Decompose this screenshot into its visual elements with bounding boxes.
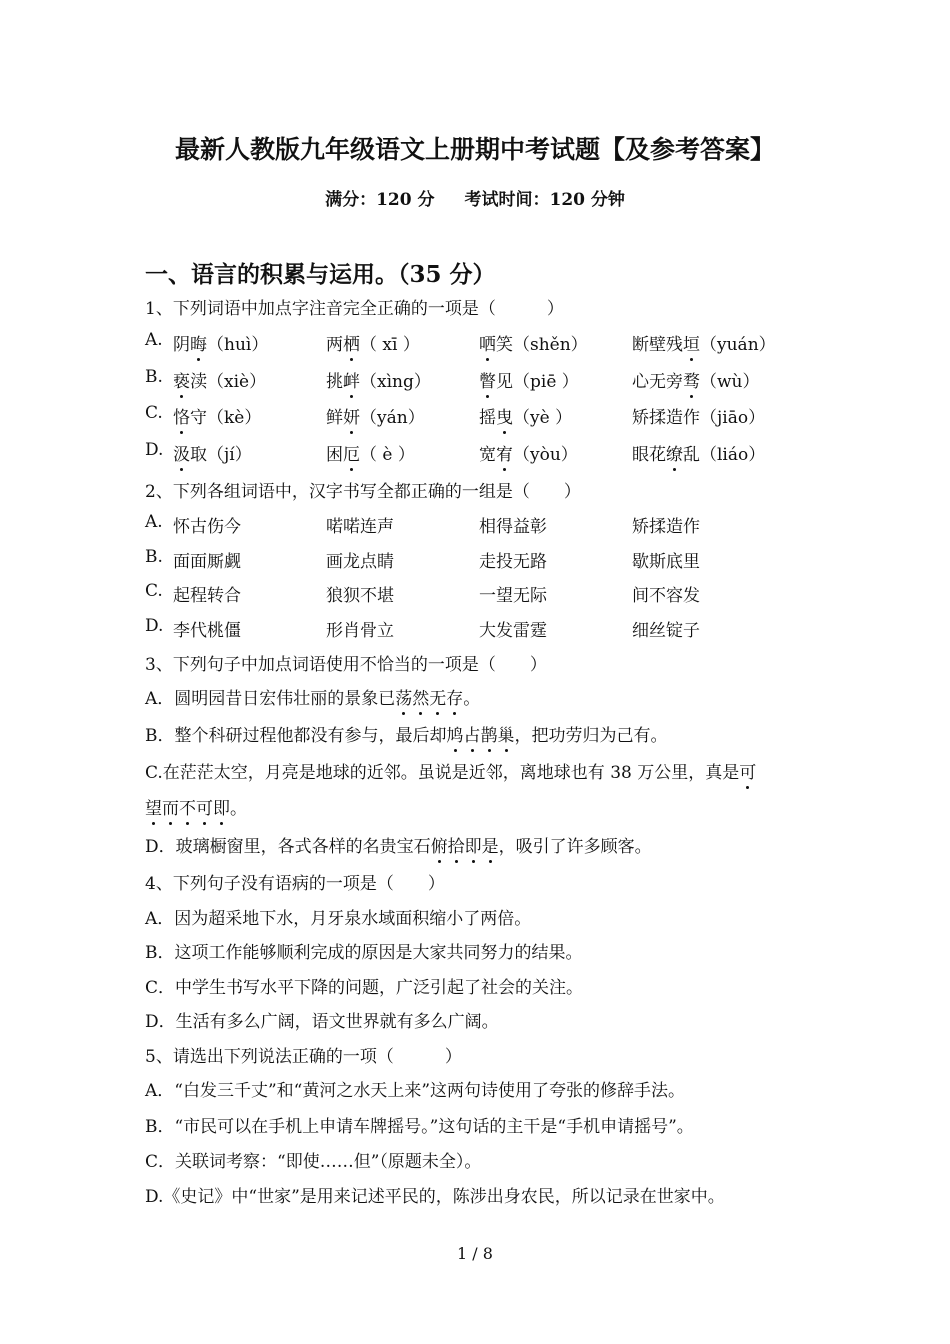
question-2-option-item: 细丝锭子 — [632, 621, 700, 641]
question-2-option-item: 喏喏连声 — [326, 517, 394, 537]
question-1-option-item: 心无旁骛（wù） — [632, 367, 760, 392]
question-4-stem: 4、下列句子没有语病的一项是（ ） — [145, 874, 445, 894]
question-2-option-item: 大发雷霆 — [479, 621, 547, 641]
section-heading: 一、语言的积累与运用。（35 分） — [145, 261, 496, 288]
question-1-option-label: A. — [145, 330, 163, 350]
question-2-option-item: 间不容发 — [632, 586, 700, 606]
question-2-option-item: 歇斯底里 — [632, 552, 700, 572]
question-3-stem: 3、下列句子中加点词语使用不恰当的一项是（ ） — [145, 655, 547, 675]
question-1-option-label: C. — [145, 403, 163, 423]
question-1-stem: 1、下列词语中加点字注音完全正确的一项是（ ） — [145, 299, 564, 319]
question-1-option-item: 瞥见（piē ） — [479, 367, 579, 392]
question-3-option-d: D．玻璃橱窗里，各式各样的名贵宝石俯拾即是，吸引了许多顾客。 — [145, 832, 652, 857]
question-1-option-item: 矫揉造作（jiāo） — [632, 408, 766, 428]
page-title: 最新人教版九年级语文上册期中考试题【及参考答案】 — [174, 135, 775, 164]
question-4-option-c: C．中学生书写水平下降的问题，广泛引起了社会的关注。 — [145, 978, 584, 998]
question-2-option-item: 李代桃僵 — [173, 621, 241, 641]
question-5-option-c: C．关联词考察：“即使……但”（原题未全）。 — [145, 1152, 482, 1172]
exam-time: 考试时间：120 分钟 — [464, 190, 625, 210]
question-1-option-item: 困厄（ è ） — [326, 440, 415, 465]
question-5-option-b: B．“市民可以在手机上申请车牌摇号。”这句话的主干是“手机申请摇号”。 — [145, 1117, 694, 1137]
page-number: 1 / 8 — [457, 1244, 493, 1263]
question-1-option-item: 哂笑（shěn） — [479, 330, 588, 355]
question-2-option-item: 起程转合 — [173, 586, 241, 606]
question-2-option-item: 狼狈不堪 — [326, 586, 394, 606]
question-2-option-item: 矫揉造作 — [632, 517, 700, 537]
question-1-option-item: 阴晦（huì） — [173, 330, 268, 355]
question-1-option-item: 摇曳（yè ） — [479, 403, 572, 428]
question-4-option-a: A．因为超采地下水，月牙泉水域面积缩小了两倍。 — [145, 909, 532, 929]
question-1-option-item: 宽宥（yòu） — [479, 440, 578, 465]
question-2-option-item: 一望无际 — [479, 586, 547, 606]
question-1-option-item: 断壁残垣（yuán） — [632, 330, 776, 355]
question-5-option-a: A．“白发三千丈”和“黄河之水天上来”这两句诗使用了夸张的修辞手法。 — [145, 1081, 686, 1101]
question-2-option-item: 形肖骨立 — [326, 621, 394, 641]
total-score: 满分：120 分 — [325, 190, 435, 210]
question-1-option-item: 亵渎（xiè） — [173, 367, 266, 392]
question-1-option-label: D. — [145, 440, 164, 460]
exam-info — [0, 185, 950, 210]
question-5-option-d: D.《史记》中“世家”是用来记述平民的，陈涉出身农民，所以记录在世家中。 — [145, 1187, 725, 1207]
question-2-stem: 2、下列各组词语中，汉字书写全都正确的一组是（ ） — [145, 482, 581, 502]
question-2-option-item: 走投无路 — [479, 552, 547, 572]
question-3-option-a: A．圆明园昔日宏伟壮丽的景象已荡然无存。 — [145, 684, 480, 709]
question-1-option-label: B. — [145, 367, 163, 387]
question-1-option-item: 挑衅（xìng） — [326, 367, 431, 392]
question-2-option-label: A. — [145, 512, 163, 532]
question-2-option-item: 画龙点睛 — [326, 552, 394, 572]
question-4-option-b: B．这项工作能够顺利完成的原因是大家共同努力的结果。 — [145, 943, 583, 963]
question-1-option-item: 两栖（ xī ） — [326, 330, 420, 355]
question-5-stem: 5、请选出下列说法正确的一项（ ） — [145, 1047, 462, 1067]
question-2-option-item: 相得益彰 — [479, 517, 547, 537]
question-1-option-item: 眼花缭乱（liáo） — [632, 440, 765, 465]
question-2-option-item: 面面厮觑 — [173, 552, 241, 572]
question-3-option-c-line1: C.在茫茫太空，月亮是地球的近邻。虽说是近邻，离地球也有 38 万公里，真是可 — [145, 758, 756, 783]
question-3-option-c-line2: 望而不可即。 — [145, 794, 247, 819]
question-2-option-item: 怀古伤今 — [173, 517, 241, 537]
question-1-option-item: 汲取（jí） — [173, 440, 252, 465]
question-1-option-item: 恪守（kè） — [173, 403, 261, 428]
question-2-option-label: D. — [145, 616, 164, 636]
question-2-option-label: B. — [145, 547, 163, 567]
question-3-option-b: B．整个科研过程他都没有参与，最后却鸠占鹊巢，把功劳归为己有。 — [145, 721, 668, 746]
question-2-option-label: C. — [145, 581, 163, 601]
question-1-option-item: 鲜妍（yán） — [326, 403, 425, 428]
question-4-option-d: D．生活有多么广阔，语文世界就有多么广阔。 — [145, 1012, 499, 1032]
